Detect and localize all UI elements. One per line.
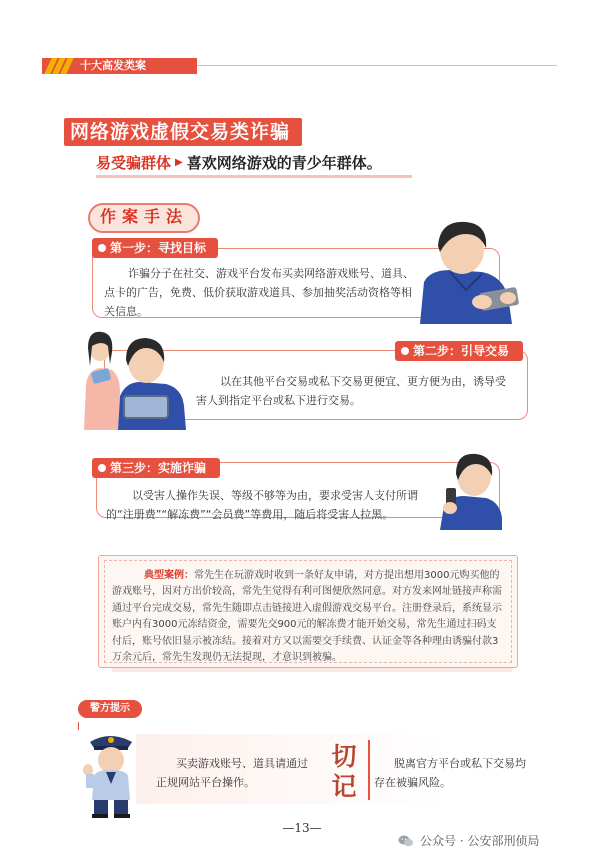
- step-label-2: [395, 341, 523, 361]
- step-text-1: 诈骗分子在社交、游戏平台发布买卖网络游戏账号、道具、点卡的广告，免费、低价获取游戏道具、参加抽奖活动资格等相关信息。: [104, 267, 414, 318]
- watermark-text: 公众号 · 公安部刑侦局: [420, 834, 540, 848]
- boy-phone-illustration: [410, 212, 520, 324]
- wechat-icon: [398, 833, 414, 849]
- step-text-3: 以受害人操作失误、等级不够等为由，要求受害人支付所谓的“注册费”“解冻费”“会员费”等费用，随后将受害人拉黑。: [106, 489, 418, 521]
- victim-label: 易受骗群体: [96, 154, 172, 172]
- page-title: 网络游戏虚假交易类诈骗: [70, 121, 291, 143]
- bullet-icon: [401, 347, 409, 355]
- bullet-icon: [98, 244, 106, 252]
- step-label-text: 第一步：寻找目标: [110, 241, 207, 255]
- header-label: 十大高发类案: [80, 59, 146, 72]
- header-divider: [197, 65, 557, 66]
- bullet-icon: [98, 464, 106, 472]
- tip-left-text: 买卖游戏账号、道具请通过正规网站平台操作。: [156, 757, 308, 789]
- victim-group: [96, 153, 382, 173]
- case-text: [112, 568, 504, 666]
- case-body: 常先生在玩游戏时收到一条好友申请，对方提出想用3000元购买他的游戏账号，因对方出价较高，常先生觉得有利可图便欣然同意。对方发来网址链接声称需通过平台完成交易，常先生随即点击链接进入虚假游戏交易平台。注册登录后，系统显示账户内有3000元冻结资金，需要先交900元的解冻费才能开始交易，常先生通过扫码支付后，账号依旧显示被冻结。接着对方又以需要交手续费、认证金等各种理由诱骗付款3万余元后，常先生发现仍无法提现，才意识到被骗。: [112, 570, 502, 664]
- step-text-2: 以在其他平台交易或私下交易更便宜、更方便为由，诱导受害人到指定平台或私下进行交易。: [196, 375, 506, 407]
- tip-right-text: 脱离官方平台或私下交易均存在被骗风险。: [374, 757, 526, 789]
- step-label-3: [92, 458, 220, 478]
- arrow-right-icon: ▶: [175, 157, 183, 168]
- step-label-text: 第二步：引导交易: [413, 344, 510, 358]
- case-shadow: [112, 668, 512, 672]
- victim-underline: [96, 175, 412, 178]
- boy-call-illustration: [436, 448, 506, 530]
- police-officer-illustration: [82, 724, 138, 818]
- tip-connector: [78, 722, 79, 730]
- page-number: —13—: [282, 821, 322, 835]
- emphasis-char-1: 切: [331, 742, 357, 771]
- step-label-text: 第三步：实施诈骗: [110, 461, 207, 475]
- victim-text: 喜欢网络游戏的青少年群体。: [186, 154, 382, 172]
- tip-tag: 警方提示: [78, 700, 142, 718]
- header-banner: [42, 58, 197, 74]
- case-label: 典型案例：: [144, 570, 194, 581]
- emphasis-char-2: 记: [331, 772, 357, 801]
- woman-boy-tablet-illustration: [78, 326, 196, 430]
- method-heading: 作案手法: [100, 207, 189, 226]
- tip-divider: [368, 740, 370, 800]
- emphasis-calligraphy: [326, 742, 362, 806]
- step-label-1: [92, 238, 218, 258]
- watermark: [398, 833, 539, 849]
